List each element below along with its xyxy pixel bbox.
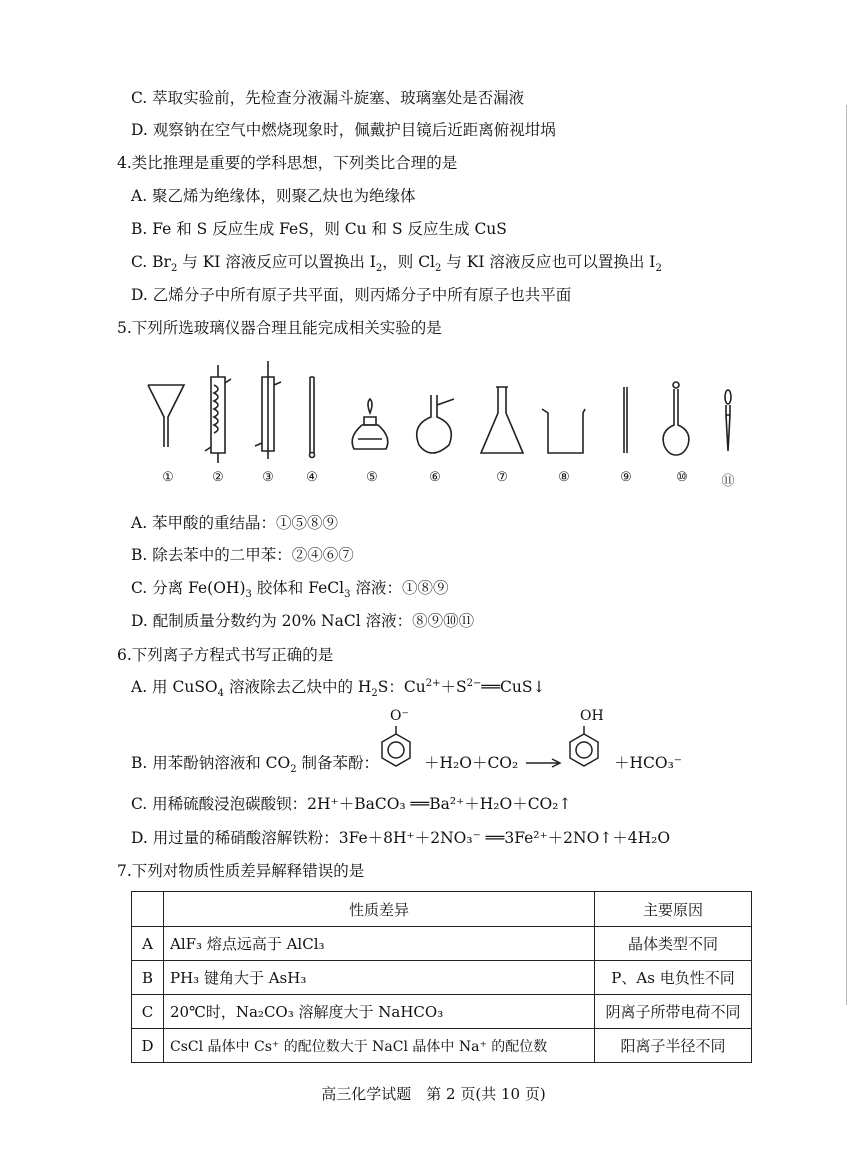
q7-table: [131, 891, 752, 1063]
q5-stem: 5.下列所选玻璃仪器合理且能完成相关实验的是: [117, 319, 442, 337]
q5-option-d: D. 配制质量分数约为 20% NaCl 溶液：⑧⑨⑩⑪: [131, 612, 475, 630]
condenser-straight-icon: [255, 361, 281, 459]
row-diff: 20℃时，Na₂CO₃ 溶解度大于 NaHCO₃: [164, 995, 595, 1029]
glassware-figure: [138, 355, 778, 490]
row-letter: D: [132, 1029, 164, 1063]
row-reason: 晶体类型不同: [595, 927, 752, 961]
row-diff: PH₃ 键角大于 AsH₃: [164, 961, 595, 995]
label-11: ⑪: [721, 474, 735, 489]
row-letter: C: [132, 995, 164, 1029]
label-3: ③: [262, 470, 274, 485]
q6-stem: 6.下列离子方程式书写正确的是: [117, 646, 334, 664]
volumetric-flask-icon: [663, 382, 689, 455]
dropper-icon: [725, 390, 731, 451]
q6-option-b-post: ＋HCO₃⁻: [614, 754, 682, 772]
label-7: ⑦: [496, 470, 508, 485]
alcohol-lamp-icon: [352, 399, 388, 449]
phenoxide-ring-icon: [378, 724, 414, 772]
funnel-icon: [148, 385, 184, 447]
phenol-ring-icon: [566, 724, 602, 772]
q4-option-a: A. 聚乙烯为绝缘体，则聚乙炔也为绝缘体: [131, 187, 416, 205]
q4-option-b: B. Fe 和 S 反应生成 FeS，则 Cu 和 S 反应生成 CuS: [131, 220, 507, 238]
label-9: ⑨: [620, 470, 632, 485]
glass-rod-icon: [624, 387, 627, 453]
row-letter: A: [132, 927, 164, 961]
condenser-coil-icon: [205, 365, 231, 463]
phenol-label: OH: [580, 708, 604, 724]
q3-option-c: C. 萃取实验前，先检查分液漏斗旋塞、玻璃塞处是否漏液: [131, 89, 525, 107]
page-edge-shadow: [846, 105, 847, 1005]
q5-option-c: C. 分离 $Fe(OH)_3$ 胶体和 FeCl$_3$ 溶液：①⑧⑨: [131, 579, 449, 601]
q5-option-b: B. 除去苯中的二甲苯：②④⑥⑦: [131, 546, 354, 564]
q4-stem: 4.类比推理是重要的学科思想，下列类比合理的是: [117, 154, 458, 172]
page-footer: 高三化学试题 第 2 页(共 10 页): [321, 1085, 546, 1103]
row-reason: P、As 电负性不同: [595, 961, 752, 995]
label-6: ⑥: [429, 470, 441, 485]
label-5: ⑤: [366, 470, 378, 485]
row-diff: CsCl 晶体中 Cs⁺ 的配位数大于 NaCl 晶体中 Na⁺ 的配位数: [164, 1029, 595, 1063]
label-1: ①: [162, 470, 174, 485]
q6-option-b: B. 用苯酚钠溶液和 $CO_2$ 制备苯酚：: [131, 754, 380, 776]
q6-option-c: C. 用稀硫酸浸泡碳酸钡：2H⁺＋BaCO₃ ══Ba²⁺＋H₂O＋CO₂↑: [131, 795, 572, 813]
reaction-arrow-icon: [524, 756, 564, 770]
row-reason: 阴离子所带电荷不同: [595, 995, 752, 1029]
label-10: ⑩: [676, 470, 688, 485]
q4-option-d: D. 乙烯分子中所有原子共平面，则丙烯分子中所有原子也共平面: [131, 286, 572, 304]
q6-option-a: A. 用 CuSO$_4$ 溶液除去乙炔中的 $H_2S$：$Cu^{2+}+S^{2-}══CuS↓$: [131, 677, 546, 700]
table-row: [132, 927, 752, 961]
row-letter: B: [132, 961, 164, 995]
q5-option-a: A. 苯甲酸的重结晶：①⑤⑧⑨: [131, 514, 339, 532]
row-reason: 阳离子半径不同: [595, 1029, 752, 1063]
q3-option-d: D. 观察钠在空气中燃烧现象时，佩戴护目镜后近距离俯视坩埚: [131, 121, 556, 139]
table-row: [132, 995, 752, 1029]
row-diff: AlF₃ 熔点远高于 AlCl₃: [164, 927, 595, 961]
thermometer-icon: [310, 377, 315, 458]
label-2: ②: [212, 470, 224, 485]
q6-option-d: D. 用过量的稀硝酸溶解铁粉：3Fe＋8H⁺＋2NO₃⁻ ══3Fe²⁺＋2NO↑＋4H₂O: [131, 829, 671, 847]
q7-stem: 7.下列对物质性质差异解释错误的是: [117, 862, 365, 880]
header-reason: 主要原因: [595, 892, 752, 927]
label-4: ④: [306, 470, 318, 485]
q4-option-c: C. $Br_2$ 与 KI 溶液反应可以置换出 $I_2$，则 $Cl_2$ 与 KI 溶液反应也可以置换出 $I_2$: [131, 253, 662, 275]
phenoxide-label: O⁻: [390, 708, 409, 724]
table-row: [132, 1029, 752, 1063]
beaker-icon: [542, 409, 585, 453]
header-diff: 性质差异: [164, 892, 595, 927]
q6-option-b-eq: ＋H₂O＋CO₂: [424, 754, 519, 772]
table-header-row: [132, 892, 752, 927]
distilling-flask-icon: [417, 395, 454, 453]
conical-flask-icon: [481, 387, 523, 453]
table-row: [132, 961, 752, 995]
header-blank: [132, 892, 164, 927]
label-8: ⑧: [558, 470, 570, 485]
